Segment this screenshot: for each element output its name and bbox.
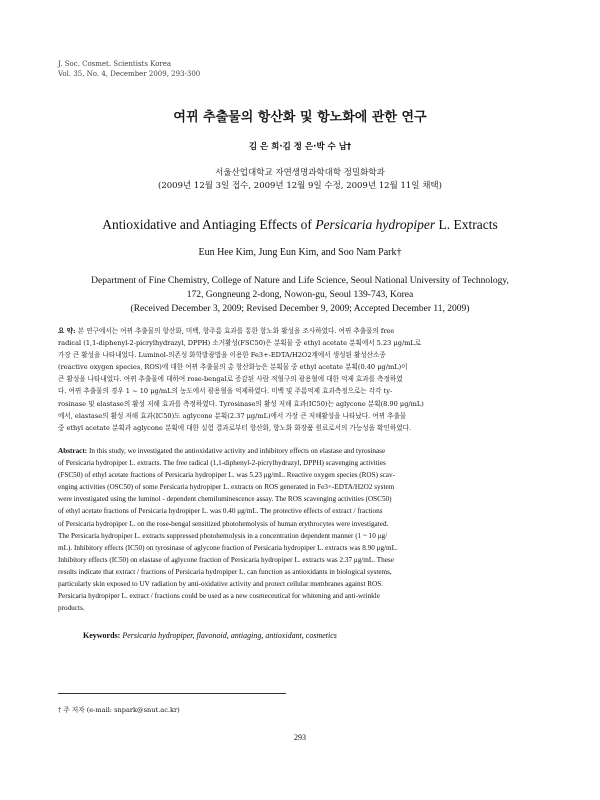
- abstract-english-line: [58, 481, 542, 493]
- abstract-korean-line: [58, 325, 542, 337]
- abstract-english-text: (FSC50) of ethyl acetate fractions of Persicaria hydropiper L. was 5.23 μg/mL. Reactive oxygen species (ROS) scav-: [58, 471, 395, 480]
- abstract-english-text: In this study, we investigated the antioxidative activity and inhibitory effects on elastase and tyrosinase: [88, 447, 386, 455]
- affiliation-korean-dates: (2009년 12월 3일 접수, 2009년 12월 9일 수정, 2009년 12월 11일 채택): [158, 181, 442, 191]
- page-number: 293: [294, 733, 306, 742]
- abstract-english-line: [58, 445, 542, 457]
- abstract-korean-line: [58, 349, 542, 361]
- footnote: † 주 저자 (e-mail: snpark@snut.ac.kr): [58, 706, 180, 714]
- abstract-english-text: enging activities (OSC50) of some Persicaria hydropiper L. extracts on ROS generated in Fe3+-EDTA/H2O2 system: [58, 483, 395, 492]
- abstract-korean-line: [58, 410, 542, 422]
- journal-volume: Vol. 35, No. 4, December 2009, 293-300: [58, 70, 201, 78]
- abstract-korean-label: 요 약:: [58, 327, 78, 335]
- abstract-english-line: [58, 518, 542, 530]
- title-english-prefix: Antioxidative and Antiaging Effects of: [102, 217, 316, 232]
- abstract-english-text: of Persicaria hydropiper L. on the rose-bengal sensitized photohemolysis of human erythrocytes were investigated.: [58, 519, 389, 528]
- authors-korean: 김 은 희·김 정 은·박 수 남†: [248, 142, 352, 152]
- journal-name: J. Soc. Cosmet. Scientists Korea: [58, 60, 172, 68]
- abstract-english-text: Persicaria hydropiper L. extract / fractions could be used as a new cosmeceutical for whitening and anti-wrinkle: [58, 592, 380, 601]
- affiliation-english: [0, 274, 600, 316]
- abstract-korean-text: radical (1,1-diphenyl-2-picrylhydrazyl, DPPH) 소거활성(FSC50)은 분획물 중 ethyl acetate 분획에서 5.23 μg/mL로: [58, 339, 422, 348]
- keywords-label: Keywords:: [83, 631, 121, 640]
- affiliation-english-address: 172, Gongneung 2-dong, Nowon-gu, Seoul 139-743, Korea: [186, 290, 414, 300]
- abstract-english-line: [58, 530, 542, 542]
- abstract-korean-line: [58, 385, 542, 397]
- abstract-english-line: [58, 493, 542, 505]
- abstract-korean: [58, 325, 542, 434]
- title-english: [0, 217, 600, 233]
- abstract-english-label: Abstract:: [58, 447, 89, 455]
- abstract-korean-text: rosinase 및 elastase의 활성 저해 효과를 측정하였다. Tyrosinase의 활성 저해 효과(IC50)는 aglycone 분획(8.90 μg/mL): [58, 399, 424, 408]
- abstract-english-text: of ethyl acetate fractions of Persicaria hydropiper L. was 0.40 μg/mL. The protective effects of extract / fractions: [58, 507, 383, 516]
- title-english-suffix: L. Extracts: [435, 217, 498, 232]
- abstract-english-line: [58, 542, 542, 554]
- keywords-text: Persicaria hydropiper, flavonoid, antiaging, antioxidant, cosmetics: [122, 631, 337, 640]
- affiliation-english-dept: Department of Fine Chemistry, College of Nature and Life Science, Seoul National University of Technology,: [91, 276, 509, 286]
- footnote-divider: [58, 693, 286, 694]
- affiliation-korean-dept: 서울산업대학교 자연생명과학대학 정밀화학과: [215, 168, 385, 178]
- journal-header: [58, 59, 200, 79]
- abstract-english-line: [58, 457, 542, 469]
- abstract-korean-text: 본 연구에서는 여뀌 추출물의 항산화, 미백, 항주름 효과를 통한 항노화 활성을 조사하였다. 여뀌 추출물의 free: [77, 327, 395, 335]
- keywords: [83, 631, 337, 640]
- abstract-korean-line: [58, 361, 542, 373]
- abstract-english-text: were investigated using the luminol - dependent chemiluminescence assay. The ROS scavenging activities (OSC50): [58, 495, 392, 504]
- abstract-english-text: mL). Inhibitory effects (IC50) on tyrosinase of aglycone fraction of Persicaria hydropiper L. extracts was 8.90 μg/mL.: [58, 543, 398, 552]
- abstract-english-line: [58, 469, 542, 481]
- abstract-english-line: [58, 505, 542, 517]
- abstract-english-text: products.: [58, 604, 85, 613]
- abstract-korean-text: 큰 활성을 나타내었다. 여뀌 추출물에 대하여 rose-bengal로 증감된 사람 적혈구의 광용혈에 대한 억제 효과를 측정하였: [58, 375, 403, 384]
- abstract-english-line: [58, 554, 542, 566]
- abstract-english-text: particularly skin exposed to UV radiation by anti-oxidative activity and protect cellular membranes against ROS.: [58, 580, 384, 589]
- abstract-korean-line: [58, 398, 542, 410]
- abstract-english-line: [58, 590, 542, 602]
- abstract-english-text: The Persicaria hydropiper L. extracts suppressed photohemolysis in a concentration dependent manner (1 ~ 10 μg/: [58, 531, 388, 540]
- affiliation-english-dates: (Received December 3, 2009; Revised December 9, 2009; Accepted December 11, 2009): [130, 304, 470, 314]
- title-english-species: Persicaria hydropiper: [315, 217, 436, 232]
- abstract-korean-text: 가장 큰 활성을 나타내었다. Luminol-의존성 화학발광법을 이용한 Fe3+-EDTA/H2O2계에서 생성된 활성산소종: [58, 351, 386, 360]
- abstract-korean-text: 에서, elastase의 활성 저해 효과(IC50)도 aglycone 분획(2.37 μg/mL)에서 가장 큰 저해활성을 나타났다. 여뀌 추출물: [58, 411, 407, 420]
- abstract-korean-text: (reactive oxygen species, ROS)에 대한 여뀌 추출물의 총 항산화능은 분획물 중 ethyl acetate 분획(0.40 μg/mL)이: [58, 363, 408, 372]
- abstract-korean-line: [58, 422, 542, 434]
- abstract-korean-text: 중 ethyl acetate 분획과 aglycone 분획에 대한 실험 결과로부터 항산화, 항노화 화장품 원료로서의 가능성을 확인하였다.: [58, 423, 412, 432]
- abstract-english-line: [58, 578, 542, 590]
- title-korean: 여뀌 추출물의 항산화 및 항노화에 관한 연구: [173, 110, 427, 125]
- authors-english: Eun Hee Kim, Jung Eun Kim, and Soo Nam Park†: [198, 247, 402, 258]
- abstract-korean-line: [58, 373, 542, 385]
- abstract-english-text: Inhibitory effects (IC50) on elastase of aglycone fraction of Persicaria hydropiper L. extracts was 2.37 μg/mL. These: [58, 555, 394, 564]
- abstract-korean-text: 다. 여뀌 추출물의 경우 1 ~ 10 μg/mL의 농도에서 광용혈을 억제하였다. 미백 및 주름억제 효과측정으로는 각각 ty-: [58, 387, 393, 396]
- abstract-english-line: [58, 602, 542, 614]
- abstract-english-line: [58, 566, 542, 578]
- abstract-english-text: results indicate that extract / fractions of Persicaria hydropiper L. can function as antioxidants in biological systems,: [58, 567, 392, 576]
- abstract-korean-line: [58, 337, 542, 349]
- abstract-english-text: of Persicaria hydropiper L. extracts. The free radical (1,1-diphenyl-2-picrylhydrazyl, DPPH) scavenging activities: [58, 459, 386, 468]
- abstract-english: [58, 445, 542, 614]
- affiliation-korean: [0, 167, 600, 193]
